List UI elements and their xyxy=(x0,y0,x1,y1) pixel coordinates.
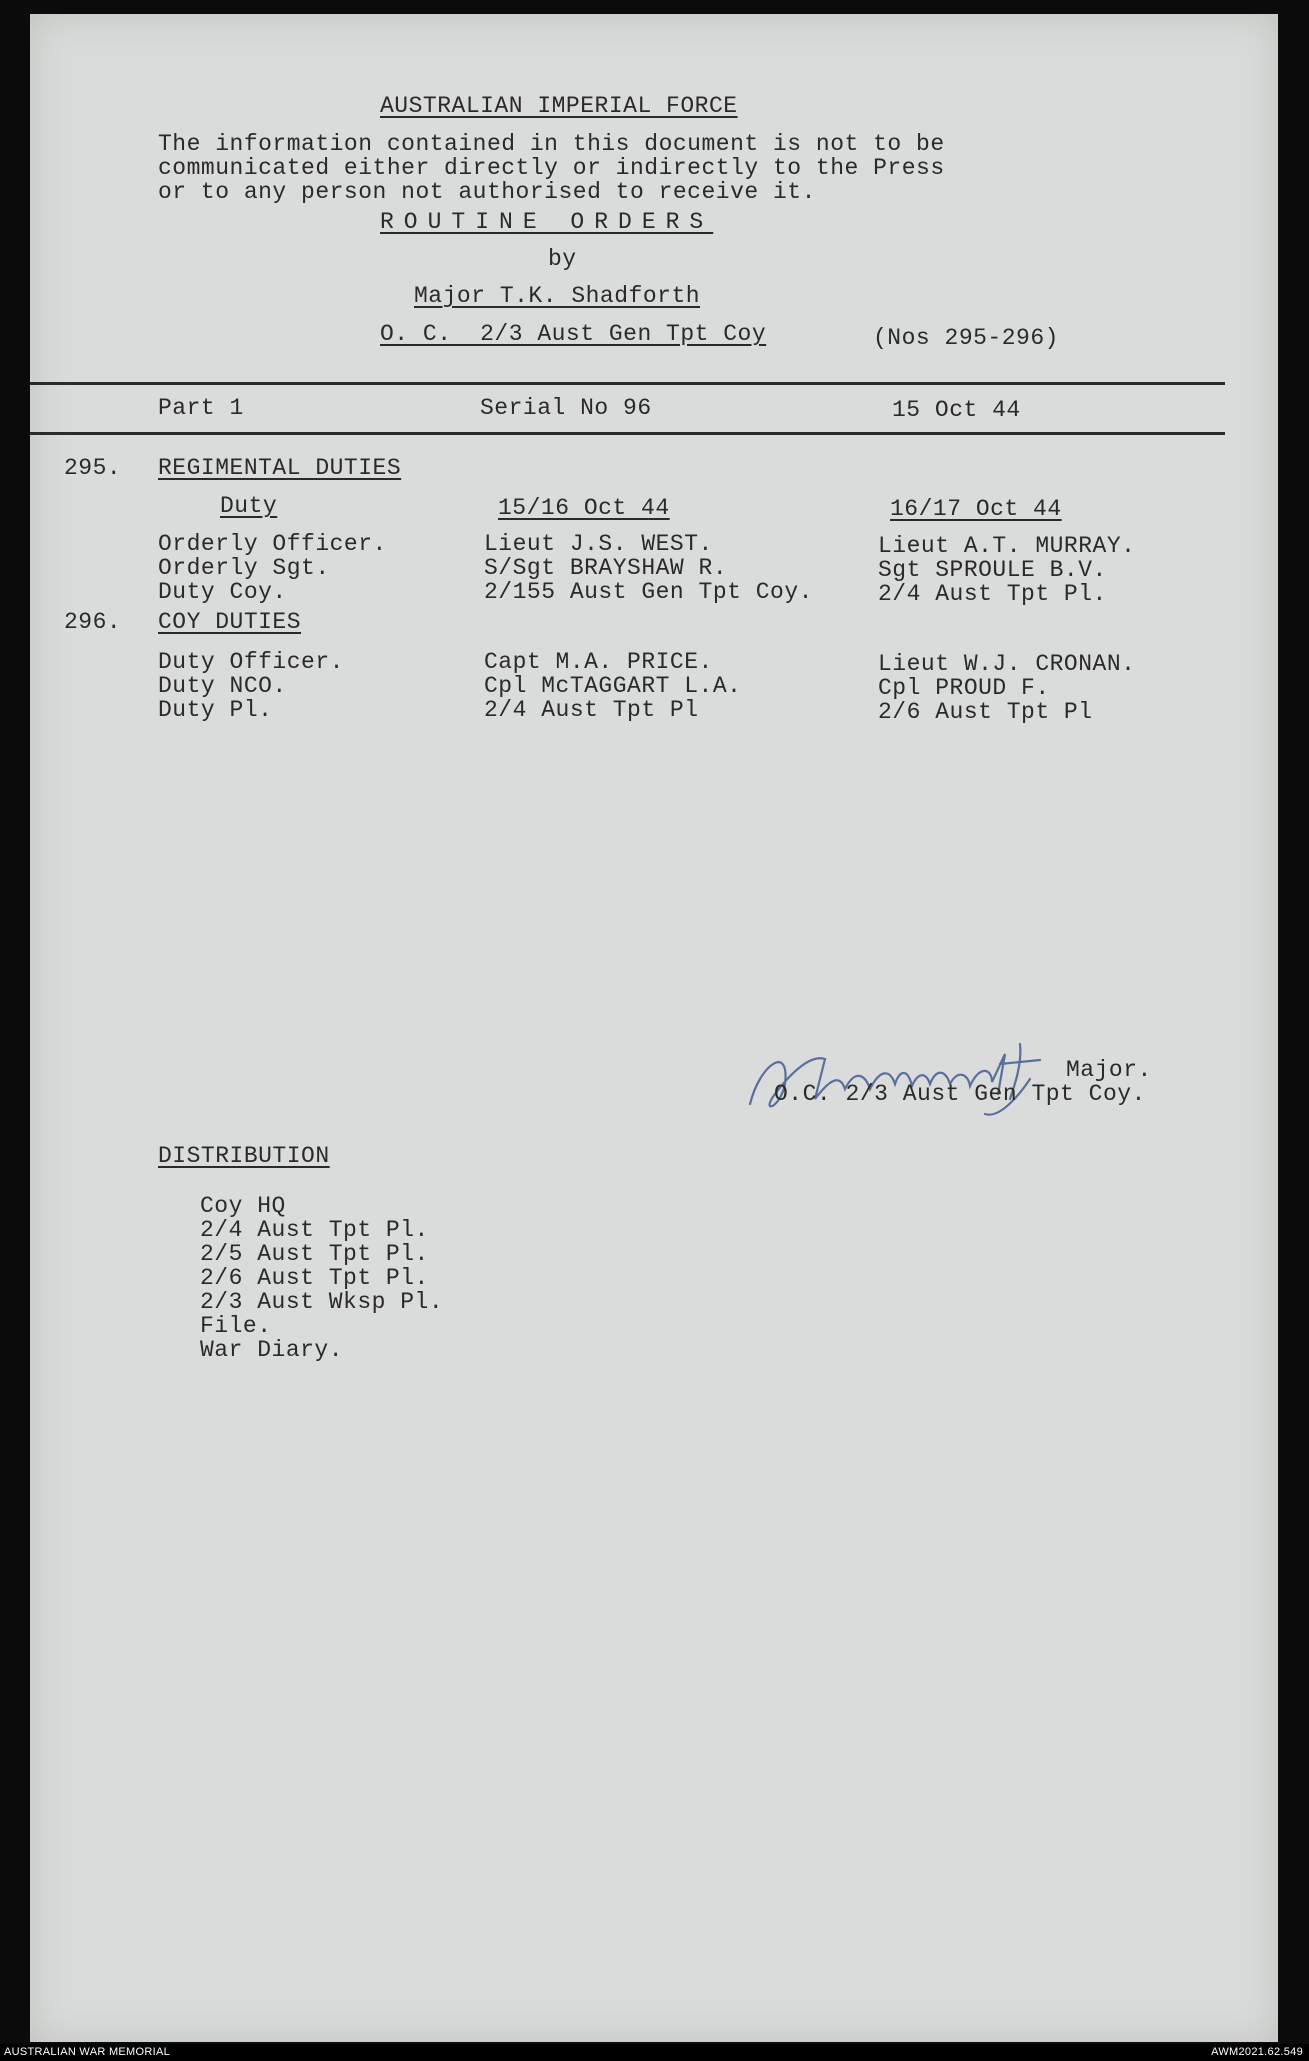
table-cell: 2/4 Aust Tpt Pl xyxy=(484,697,699,723)
list-item: War Diary. xyxy=(200,1337,344,1363)
notice-line-3: or to any person not authorised to receive it. xyxy=(158,179,816,205)
part-label: Part 1 xyxy=(158,395,244,421)
table-cell: Duty Coy. xyxy=(158,579,287,605)
section-296-number: 296. xyxy=(64,609,122,635)
column-date2-header: 16/17 Oct 44 xyxy=(890,496,1062,522)
serial-number: Serial No 96 xyxy=(480,395,652,421)
archive-footer xyxy=(0,2044,1309,2061)
table-cell: Lieut W.J. CRONAN. xyxy=(878,651,1136,677)
table-cell: Cpl PROUD F. xyxy=(878,675,1050,701)
table-cell: Duty Pl. xyxy=(158,697,273,723)
order-numbers: (Nos 295-296) xyxy=(873,325,1059,351)
list-item: 2/6 Aust Tpt Pl. xyxy=(200,1265,429,1291)
section-295-number: 295. xyxy=(64,455,122,481)
footer-institution: AUSTRALIAN WAR MEMORIAL xyxy=(4,2046,171,2058)
list-item: 2/4 Aust Tpt Pl. xyxy=(200,1217,429,1243)
list-item: Coy HQ xyxy=(200,1193,286,1219)
routine-orders-heading: ROUTINE ORDERS xyxy=(380,209,714,235)
footer-accession-number: AWM2021.62.549 xyxy=(1211,2046,1303,2058)
notice-line-1: The information contained in this document is not to be xyxy=(158,131,945,157)
distribution-title: DISTRIBUTION xyxy=(158,1143,330,1169)
table-cell: Capt M.A. PRICE. xyxy=(484,649,713,675)
table-cell: Duty NCO. xyxy=(158,673,287,699)
table-cell: Cpl McTAGGART L.A. xyxy=(484,673,742,699)
by-line: by xyxy=(548,246,577,272)
document-page xyxy=(30,14,1278,2042)
section-295-title: REGIMENTAL DUTIES xyxy=(158,455,402,481)
column-date1-header: 15/16 Oct 44 xyxy=(498,495,670,521)
table-cell: Sgt SPROULE B.V. xyxy=(878,557,1107,583)
order-date: 15 Oct 44 xyxy=(892,397,1021,423)
table-cell: Duty Officer. xyxy=(158,649,344,675)
column-duty-header: Duty xyxy=(220,493,278,519)
list-item: 2/3 Aust Wksp Pl. xyxy=(200,1289,444,1315)
top-rule xyxy=(30,382,1225,385)
bottom-rule xyxy=(30,432,1225,435)
table-cell: 2/4 Aust Tpt Pl. xyxy=(878,581,1107,607)
document-title: AUSTRALIAN IMPERIAL FORCE xyxy=(380,93,738,119)
section-296-title: COY DUTIES xyxy=(158,609,302,635)
signature-rank: Major. xyxy=(1066,1057,1152,1083)
list-item: File. xyxy=(200,1313,272,1339)
table-cell: S/Sgt BRAYSHAW R. xyxy=(484,555,728,581)
table-cell: Orderly Officer. xyxy=(158,531,387,557)
table-cell: Orderly Sgt. xyxy=(158,555,330,581)
signature-unit: O.C. 2/3 Aust Gen Tpt Coy. xyxy=(774,1081,1146,1107)
list-item: 2/5 Aust Tpt Pl. xyxy=(200,1241,429,1267)
table-cell: Lieut J.S. WEST. xyxy=(484,531,713,557)
table-cell: Lieut A.T. MURRAY. xyxy=(878,533,1136,559)
table-cell: 2/6 Aust Tpt Pl xyxy=(878,699,1093,725)
unit-line: O. C. 2/3 Aust Gen Tpt Coy xyxy=(380,321,767,347)
table-cell: 2/155 Aust Gen Tpt Coy. xyxy=(484,579,813,605)
notice-line-2: communicated either directly or indirectly to the Press xyxy=(158,155,945,181)
author-line: Major T.K. Shadforth xyxy=(414,283,701,309)
